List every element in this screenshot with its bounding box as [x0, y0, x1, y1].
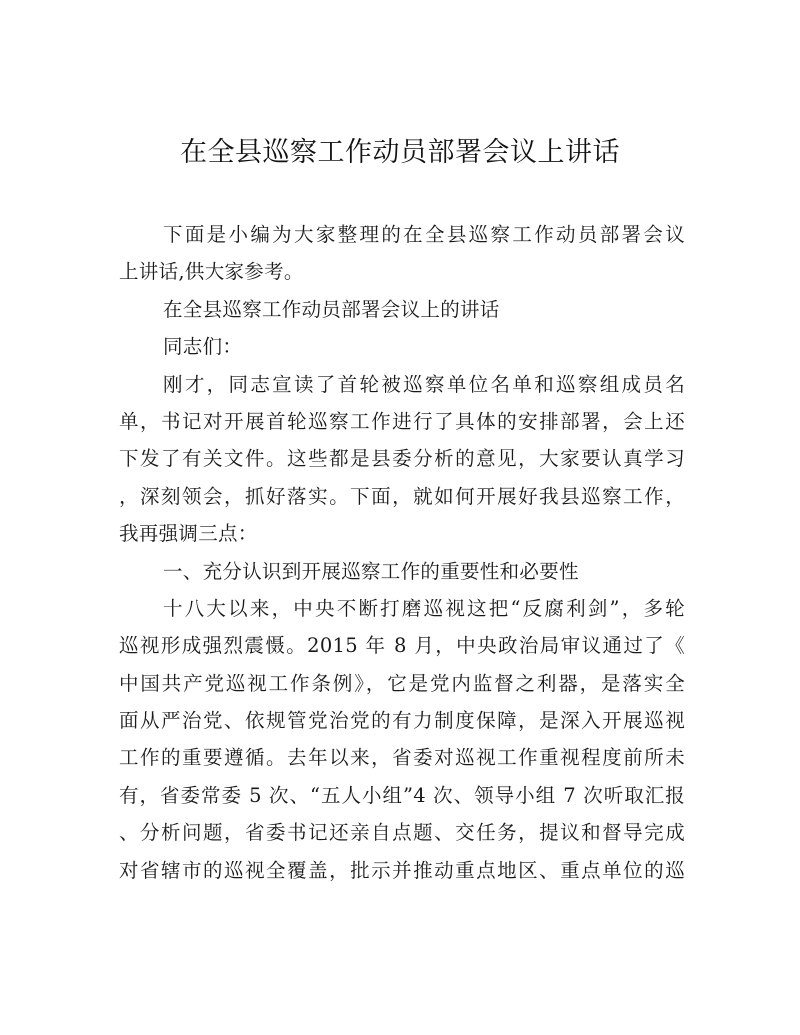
paragraph-line: 我再强调三点： — [119, 522, 258, 546]
paragraph-line: 在全县巡察工作动员部署会议上的讲话 — [163, 297, 500, 321]
paragraph-line: 对省辖市的巡视全覆盖，批示并推动重点地区、重点单位的巡 — [119, 858, 685, 882]
paragraph-line: 面从严治党、依规管党治党的有力制度保障，是深入开展巡视 — [119, 709, 685, 733]
paragraph-line: 下面是小编为大家整理的在全县巡察工作动员部署会议 — [163, 223, 685, 246]
paragraph-line: 上讲话,供大家参考。 — [119, 260, 304, 284]
paragraph-line: 刚才，同志宣读了首轮被巡察单位名单和巡察组成员名 — [163, 372, 685, 396]
paragraph-line: 工作的重要遵循。去年以来，省委对巡视工作重视程度前所未 — [119, 746, 685, 770]
paragraph-line: 、分析问题，省委书记还亲自点题、交任务，提议和督导完成 — [119, 821, 685, 845]
document-title: 在全县巡察工作动员部署会议上讲话 — [180, 137, 620, 168]
paragraph-line: 巡视形成强烈震慑。2015 年 8 月，中央政治局审议通过了《 — [119, 634, 685, 658]
document-body — [119, 216, 685, 889]
section-heading: 一、充分认识到开展巡察工作的重要性和必要性 — [163, 559, 579, 583]
paragraph-line: ，深刻领会，抓好落实。下面，就如何开展好我县巡察工作， — [119, 484, 685, 508]
paragraph-line: 中国共产党巡视工作条例》，它是党内监督之利器，是落实全 — [119, 671, 685, 695]
paragraph-line: 有，省委常委 5 次、“五人小组”4 次、领导小组 7 次听取汇报 — [119, 783, 685, 807]
paragraph-line: 单，书记对开展首轮巡察工作进行了具体的安排部署，会上还 — [119, 409, 685, 433]
paragraph-line: 下发了有关文件。这些都是县委分析的意见，大家要认真学习 — [119, 447, 685, 471]
paragraph-line: 十八大以来，中央不断打磨巡视这把“反腐利剑”，多轮 — [163, 596, 685, 620]
paragraph-line: 同志们： — [163, 335, 243, 359]
